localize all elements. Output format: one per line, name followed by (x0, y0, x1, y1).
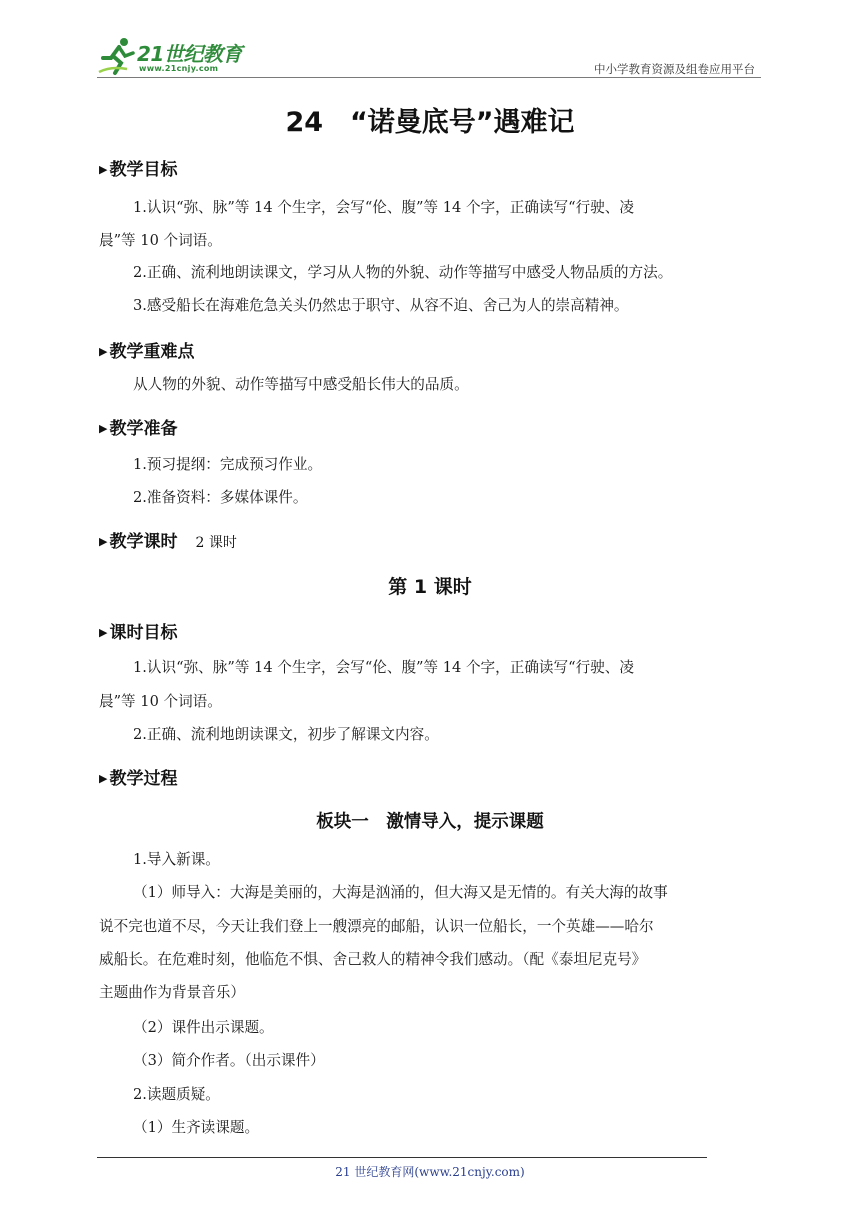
process-line: 2.读题质疑。 (133, 1086, 220, 1103)
triangle-bullet-icon: ▶ (99, 345, 108, 358)
goal-line-1-cont: 晨”等 10 个词语。 (99, 232, 222, 249)
hours-heading (99, 527, 237, 552)
header-divider (97, 77, 761, 78)
process-line: 说不完也道不尽，今天让我们登上一艘漂亮的邮船，认识一位船长，一个英雄——哈尔 (99, 918, 654, 935)
process-line: （2）课件出示课题。 (133, 1019, 274, 1036)
process-line: （1）师导入：大海是美丽的，大海是汹涌的，但大海又是无情的。有关大海的故事 (133, 884, 668, 901)
lesson-goals-heading (99, 618, 177, 643)
goals-heading (99, 155, 177, 180)
goal-line-3: 3.感受船长在海难危急关头仍然忠于职守、从容不迫、舍己为人的崇高精神。 (133, 297, 629, 314)
triangle-bullet-icon: ▶ (99, 535, 108, 548)
hours-value: 2 课时 (195, 535, 237, 551)
block-title: 板块一 激情导入，提示课题 (316, 812, 544, 832)
site-logo[interactable] (97, 36, 267, 78)
page-title: 24 “诺曼底号”遇难记 (285, 107, 575, 138)
key-text: 从人物的外貌、动作等描写中感受船长伟大的品质。 (133, 376, 469, 393)
lesson-goals-heading-label: 课时目标 (109, 623, 178, 643)
runner-logo-icon (97, 36, 137, 76)
goal-line-2: 2.正确、流利地朗读课文，学习从人物的外貌、动作等描写中感受人物品质的方法。 (133, 264, 673, 281)
logo-url: www.21cnjy.com (139, 64, 219, 73)
goal-line-1: 1.认识“弥、脉”等 14 个生字，会写“伦、腹”等 14 个字，正确读写“行驶、凌 (133, 199, 634, 216)
prep-line-2: 2.准备资料：多媒体课件。 (133, 489, 308, 506)
lesson-goal-line-1-cont: 晨”等 10 个词语。 (99, 693, 222, 710)
footer-divider (97, 1157, 707, 1158)
process-line: （1）生齐读课题。 (133, 1119, 260, 1136)
goals-heading-label: 教学目标 (109, 160, 178, 180)
process-line: （3）简介作者。（出示课件） (133, 1052, 325, 1069)
triangle-bullet-icon: ▶ (99, 422, 108, 435)
process-heading (99, 764, 177, 789)
hours-heading-label: 教学课时 (109, 532, 178, 552)
prep-line-1: 1.预习提纲：完成预习作业。 (133, 456, 323, 473)
lesson-goal-line-1: 1.认识“弥、脉”等 14 个生字，会写“伦、腹”等 14 个字，正确读写“行驶、凌 (133, 659, 634, 676)
process-line: 威船长。在危难时刻，他临危不惧、舍己救人的精神令我们感动。（配《泰坦尼克号》 (99, 951, 647, 968)
prep-heading (99, 414, 177, 439)
page-header (97, 30, 761, 80)
process-heading-label: 教学过程 (109, 769, 178, 789)
header-tagline: 中小学教育资源及组卷应用平台 (594, 62, 755, 76)
prep-heading-label: 教学准备 (109, 419, 178, 439)
lesson-goal-line-2: 2.正确、流利地朗读课文，初步了解课文内容。 (133, 726, 439, 743)
triangle-bullet-icon: ▶ (99, 163, 108, 176)
key-heading (99, 337, 194, 362)
lesson-title: 第 1 课时 (388, 576, 472, 598)
footer-link[interactable]: 21 世纪教育网(www.21cnjy.com) (335, 1165, 525, 1179)
triangle-bullet-icon: ▶ (99, 772, 108, 785)
triangle-bullet-icon: ▶ (99, 626, 108, 639)
key-heading-label: 教学重难点 (109, 342, 195, 362)
process-line: 1.导入新课。 (133, 851, 220, 868)
process-line: 主题曲作为背景音乐） (99, 984, 245, 1001)
logo-text: 21世纪教育 (137, 42, 242, 66)
